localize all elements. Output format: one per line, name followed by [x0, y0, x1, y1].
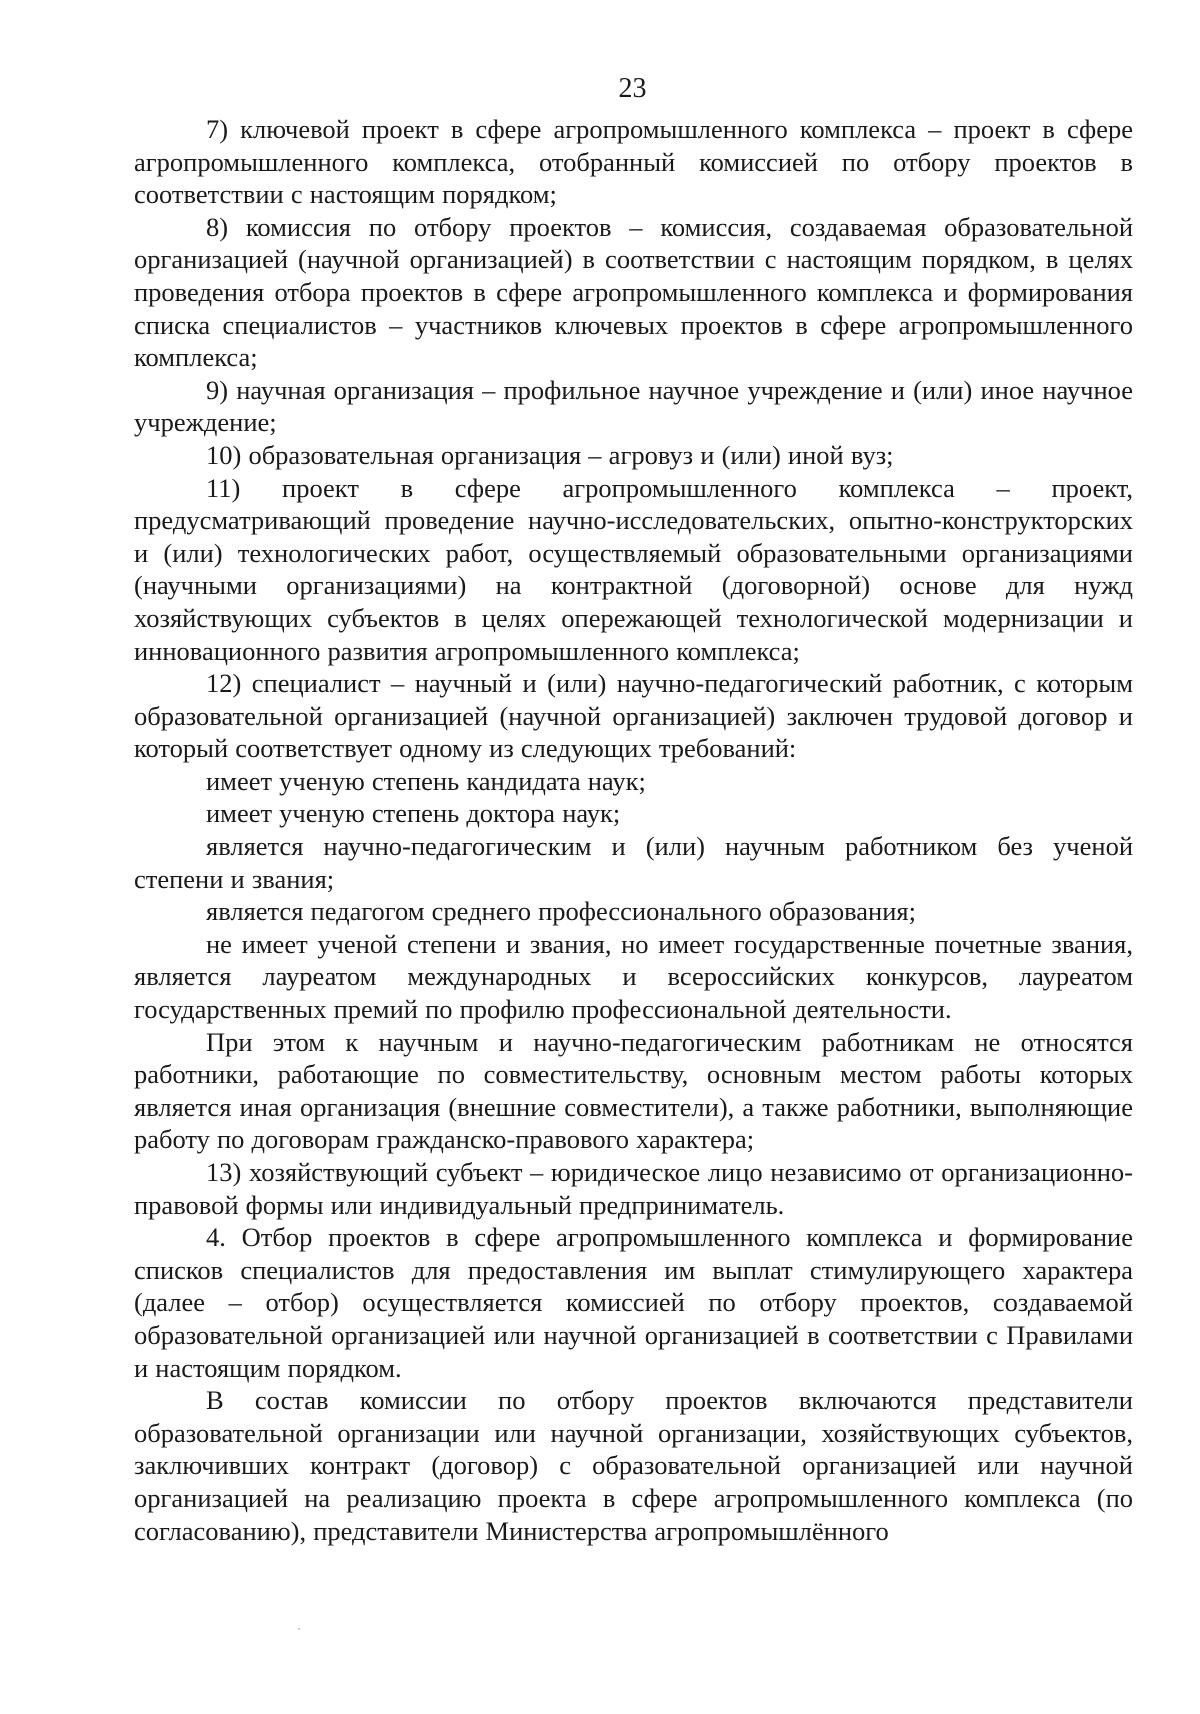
page-number: 23 [618, 73, 647, 104]
commission-composition: В состав комиссии по отбору проектов включаются представители образовательной организации или научной организации, хозяйствующих субъектов, заключивших контракт (договор) с образовательной организацией или научной организацией на реализацию проекта в сфере агропромышленного комплекса (по согласованию), представители Министерства агропромышлённого [134, 1385, 1133, 1546]
definition-economic-entity: 13) хозяйствующий субъект – юридическое лицо независимо от организационно-правовой формы или индивидуальный предприниматель. [134, 1157, 1133, 1220]
definition-key-project: 7) ключевой проект в сфере агропромышленного комплекса – проект в сфере агропромышленного комплекса, отобранный комиссией по отбору проектов в соответствии с настоящим порядком; [134, 114, 1133, 210]
scan-speck [298, 1628, 300, 1630]
definition-selection-commission: 8) комиссия по отбору проектов – комиссия, создаваемая образовательной организацией (научной организацией) в соответствии с настоящим порядком, в целях проведения отбора проектов в сфере агропромышленного комплекса и формирования списка специалистов – участников ключевых проектов в сфере агропромышленного комплекса; [134, 211, 1133, 373]
requirement-no-degree-worker: является научно-педагогическим и (или) научным работником без ученой степени и звания; [134, 831, 1133, 894]
requirement-honorary-titles: не имеет ученой степени и звания, но имеет государственные почетные звания, является лауреатом международных и всероссийских конкурсов, лауреатом государственных премий по профилю профессиональной деятельности. [134, 928, 1133, 1025]
requirement-doctor-degree: имеет ученую степень доктора наук; [206, 798, 621, 829]
clause-4-selection: 4. Отбор проектов в сфере агропромышленного комплекса и формирование списков специалистов для предоставления им выплат стимулирующего характера (далее – отбор) осуществляется комиссией по отбору проектов, создаваемой образовательной организацией или научной организацией в соответствии с Правилами и настоящим порядком. [134, 1222, 1133, 1383]
definition-specialist: 12) специалист – научный и (или) научно-педагогический работник, с которым образовательной организацией (научной организацией) заключен трудовой договор и который соответствует одному из следующих требований: [134, 668, 1133, 764]
document-body [134, 113, 1133, 1547]
exclusion-part-time-workers: При этом к научным и научно-педагогическим работникам не относятся работники, работающие по совместительству, основным местом работы которых является иная организация (внешние совместители), а также работники, выполняющие работу по договорам гражданско-правового характера; [134, 1026, 1133, 1155]
definition-agro-project: 11) проект в сфере агропромышленного комплекса – проект, предусматривающий проведение научно-исследовательских, опытно-конструкторских и (или) технологических работ, осуществляемый образовательными организациями (научными организациями) на контрактной (договорной) основе для нужд хозяйствующих субъектов в целях опережающей технологической модернизации и инновационного развития агропромышленного комплекса; [134, 472, 1133, 666]
requirement-spo-teacher: является педагогом среднего профессионального образования; [206, 896, 916, 927]
definition-educational-organization: 10) образовательная организация – агровуз и (или) иной вуз; [206, 439, 894, 470]
definition-scientific-organization: 9) научная организация – профильное научное учреждение и (или) иное научное учреждение; [134, 374, 1133, 438]
requirement-candidate-degree: имеет ученую степень кандидата наук; [206, 765, 646, 796]
